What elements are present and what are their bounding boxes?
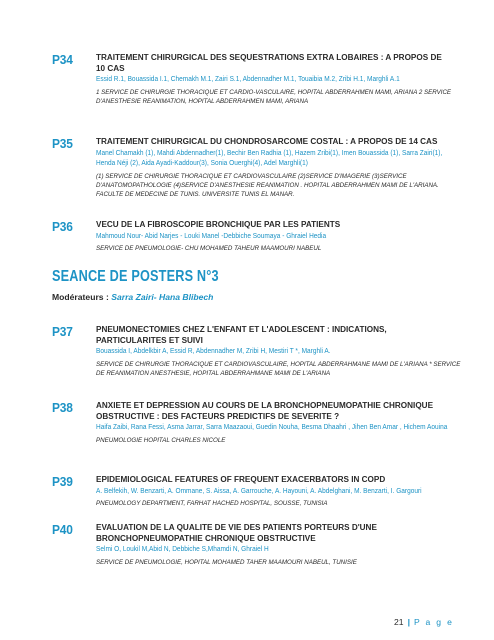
poster-number: P40 [52,522,73,537]
poster-number: P37 [52,324,73,339]
poster-number: P38 [52,400,73,415]
poster-entry-p35 [52,136,464,199]
moderators-line [52,292,213,302]
page-label: P a g e [413,617,454,627]
section-title: SEANCE DE POSTERS N°3 [52,268,219,285]
poster-entry-p38 [52,400,464,445]
poster-number: P36 [52,219,73,234]
poster-authors: Essid R.1, Bouassida I.1, Chemakh M.1, Zairi S.1, Abdennadher M.1, Touaibia M.2, Zribi H.1, Marghli A.1 [96,74,400,83]
poster-title: EPIDEMIOLOGICAL FEATURES OF FREQUENT EXACERBATORS IN COPD [96,474,386,484]
poster-number: P34 [52,52,73,67]
poster-number: P39 [52,474,73,489]
page-number: 21 [394,617,404,627]
poster-affiliation: PNEUMOLOGIE HOPITAL CHARLES NICOLE [96,436,226,444]
poster-title: EVALUATION DE LA QUALITE DE VIE DES PATIENTS PORTEURS D'UNE BRONCHOPNEUMOPATHIE CHRONIQUE OBSTRUCTIVE [96,522,377,543]
poster-authors: A. Belfekih, W. Benzarti, A. Ommane, S. Aissa, A. Garrouche, A. Hayouni, A. Abdelghani, M. Benzarti, I. Gargouri [96,485,422,495]
poster-authors: Selmi O, Loukil M,Abid N, Debbiche S,Mhamdi N, Ghraiel H [96,544,269,553]
poster-title: PNEUMONECTOMIES CHEZ L'ENFANT ET L'ADOLESCENT : INDICATIONS, PARTICULARITES ET SUIVI [96,324,387,345]
poster-affiliation: 1 SERVICE DE CHIRURGIE THORACIQUE ET CARDIO-VASCULAIRE, HOPITAL ABDERRAHMEN MAMI, ARIANA 2 SERVICE D'ANESTHESIE REANIMATION, HOPITAL ABDERRAHMEN MAMI, ARIANA [96,88,452,105]
poster-title: TRAITEMENT CHIRURGICAL DES SEQUESTRATIONS EXTRA LOBAIRES : A PROPOS DE 10 CAS [96,52,442,73]
poster-title: VECU DE LA FIBROSCOPIE BRONCHIQUE PAR LES PATIENTS [96,219,341,229]
poster-affiliation: SERVICE DE PNEUMOLOGIE- CHU MOHAMED TAHEUR MAAMOURI NABEUL [96,245,322,252]
poster-entry-p40 [52,522,464,567]
poster-affiliation: (1) SERVICE DE CHIRURGIE THORACIQUE ET CARDIOVASCULAIRE (2)SERVICE D'IMAGERIE (3)SERVICE D'ANATOMOPATHOLOGIE (4)SERVICE D'ANESTHESIE REANIMATION . HOPITAL ABDERRAHMEN MAMI DE L'ARIANA. FACULTE DE MEDECINE DE TUNIS. UNIVERSITE TUNIS EL MANAR. [96,172,439,198]
poster-authors: Mahmoud Nour- Abid Narjes - Louki Manel -Debbiche Soumaya - Ghraiel Hedia [96,230,327,240]
poster-affiliation: SERVICE DE PNEUMOLOGIE, HOPITAL MOHAMED TAHER MAAMOURI NABEUL, TUNISIE [96,558,357,566]
poster-affiliation: PNEUMOLOGY DEPARTMENT, FARHAT HACHED HOSPITAL, SOUSSE, TUNISIA [96,500,328,507]
poster-number: P35 [52,136,73,151]
poster-authors: Manel Chamakh (1), Mahdi Abdennadher(1), Bechir Ben Radhia (1), Hazem Zribi(1), Imen Bouassida (1), Sarra Zairi(1), Henda Néji (2), Aida Ayadi-Kaddour(3), Sonia Ouerghi(4), Adel Marghli(1) [96,147,443,167]
poster-entry-p39 [52,474,464,508]
poster-entry-p34 [52,52,464,106]
poster-affiliation: SERVICE DE CHIRURGIE THORACIQUE ET CARDIOVASCULAIRE, HOPITAL ABDERRAHMANE MAMI DE L'ARIANA * SERVICE DE REANIMATION ANESTHESIE, HOPITAL ABDERRAHMANE MAMI DE L'ARIANA [96,360,461,377]
poster-entry-p36 [52,219,464,253]
poster-authors: Haifa Zaibi, Rana Fessi, Asma Jarrar, Sarra Maazaoui, Guedin Nouha, Besma Dhaahri , Jihen Ben Amar , Hichem Aouina [96,422,448,431]
moderators-label: Modérateurs : [52,292,112,302]
poster-title: TRAITEMENT CHIRURGICAL DU CHONDROSARCOME COSTAL : A PROPOS DE 14 CAS [96,136,438,146]
poster-authors: Bouassida I, Abdelkbir A, Essid R, Abdennadher M, Zribi H, Mestiri T *, Marghli A. [96,346,331,355]
page-footer [394,617,454,627]
poster-title: ANXIETE ET DEPRESSION AU COURS DE LA BRONCHOPNEUMOPATHIE CHRONIQUE OBSTRUCTIVE : DES FACTEURS PREDICTIFS DE SEVERITE ? [96,400,434,421]
moderators-names: Sarra Zairi- Hana Blibech [111,292,214,302]
footer-separator: | [407,617,410,627]
poster-entry-p37 [52,324,464,378]
